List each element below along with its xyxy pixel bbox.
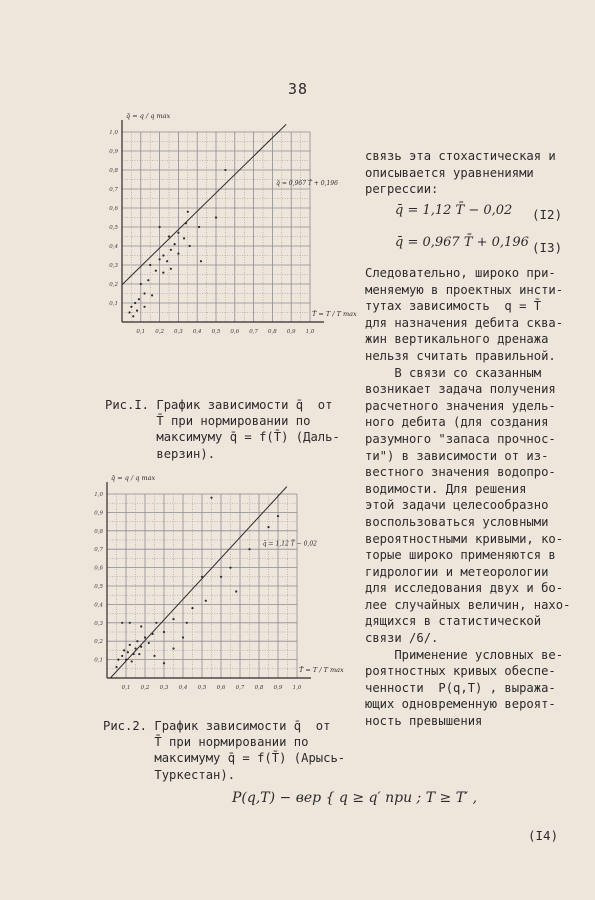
text-line: для назначения дебита сква- [365,315,564,330]
x-tick-label: 0,5 [197,685,207,691]
text-line: Применение условных ве- [365,647,564,662]
text-line: жин вертикального дренажа [365,332,549,347]
data-point [115,666,117,668]
data-point [127,651,129,653]
data-point [132,315,134,317]
page-number: 38 [288,80,309,98]
data-point [159,226,161,228]
data-point [163,662,165,664]
data-point [130,306,132,308]
data-point [215,216,217,218]
y-tick-label: 0,9 [109,149,118,155]
data-point [162,254,164,256]
caption-1-line: верзин). [105,446,216,461]
data-point [163,631,165,633]
equation-12-number: (I2) [532,207,563,222]
data-point [140,283,142,285]
data-point [128,311,130,313]
y-tick-label: 0,1 [109,301,118,307]
data-point [229,567,231,569]
figure-2-caption [103,718,345,783]
text-line: расчетного значения удель- [365,398,556,413]
y-axis-title: q̄ = q / q max [111,474,156,482]
y-tick-label: 0,9 [94,510,103,517]
equation-13: q̄ = 0,967 T̄ + 0,196 [395,235,529,250]
data-point [277,515,279,517]
y-tick-label: 0,7 [109,187,118,193]
data-point [148,642,150,644]
text-line: вероятностными кривыми, ко- [365,531,564,546]
data-point [177,232,179,234]
text-line: тутах зависимость q = T̄ [365,299,542,314]
x-tick-label: 0,6 [216,685,226,691]
equation-12: q̄ = 1,12 T̄ − 0,02 [395,203,513,218]
y-tick-label: 0,3 [94,620,103,627]
data-point [147,279,149,281]
y-tick-label: 0,7 [94,547,103,554]
x-axis-title: T̄ = T / T max [299,666,344,674]
text-line: ющих одновременную вероят- [365,697,556,712]
regression-label: q̄ = 0,967 T̄ + 0,196 [276,180,338,188]
text-line: вестного значения водопро- [365,465,556,480]
equation-13-number: (I3) [532,240,563,255]
data-point [183,237,185,239]
text-line: ти") в зависимости от из- [365,448,549,463]
data-point [170,268,172,270]
data-point [189,245,191,247]
figure-1-caption [105,397,340,462]
data-point [201,576,203,578]
x-tick-label: 0,6 [230,329,240,335]
caption-1-line: T̄ при нормировании по [105,414,311,429]
data-point [224,169,226,171]
x-tick-label: 1,0 [305,329,315,335]
caption-2-line: T̄ при нормировании по [103,735,309,750]
data-point [136,310,138,312]
y-tick-label: 0,6 [94,565,103,572]
equation-14-number: (I4) [528,828,559,843]
data-point [143,306,145,308]
x-tick-label: 0,1 [121,685,131,691]
y-tick-label: 0,3 [109,263,118,269]
text-line: для исследования двух и бо- [365,581,564,596]
text-line: воспользоваться условными [365,514,549,529]
text-line: дящихся в статистической [365,614,542,629]
data-point [134,647,136,649]
x-tick-label: 0,7 [249,329,258,335]
data-point [153,655,155,657]
data-point [170,249,172,251]
text-line: Следовательно, широко при- [365,266,556,280]
data-point [131,660,133,662]
data-point [144,636,146,638]
y-tick-label: 0,8 [109,168,118,174]
y-tick-label: 0,4 [109,244,118,250]
x-tick-label: 0,2 [140,685,150,691]
data-point [151,294,153,296]
y-tick-label: 0,6 [109,206,118,212]
data-point [140,646,142,648]
right-column-body [365,265,570,730]
text-line: регрессии: [365,182,439,197]
text-line: лее случайных величин, нахо- [365,597,571,612]
x-tick-label: 0,5 [211,329,221,335]
y-axis-title: q̄ = q / q max [126,112,171,120]
text-line: ность превышения [365,714,483,729]
data-point [155,622,157,624]
data-point [129,644,131,646]
x-tick-label: 0,8 [268,329,277,335]
data-point [168,235,170,237]
caption-2-line: Туркестан). [103,767,236,782]
text-line: описывается уравнениями [365,165,534,180]
data-point [210,497,212,499]
y-tick-label: 0,5 [109,225,118,231]
data-point [155,270,157,272]
data-point [138,298,140,300]
x-axis-title: T̄ = T / T max [312,310,357,318]
x-tick-label: 0,7 [235,685,245,691]
x-tick-label: 0,4 [192,329,202,335]
data-point [182,636,184,638]
data-point [117,659,119,661]
chart-2 [85,474,345,705]
x-tick-label: 0,2 [155,329,164,335]
data-point [235,590,237,592]
data-point [133,653,135,655]
text-line: гидрологии и метеорологии [365,564,549,579]
right-column-top [365,148,556,198]
y-tick-label: 0,5 [94,584,103,590]
chart-1 [100,112,357,350]
x-tick-label: 0,9 [273,685,283,691]
caption-2-line: Рис.2. График зависимости q̄ от [103,719,331,733]
x-tick-label: 0,8 [254,685,264,691]
data-point [149,264,151,266]
data-point [172,647,174,649]
y-tick-label: 0,2 [109,282,118,288]
text-line: В связи со сказанным [365,365,542,380]
data-point [134,302,136,304]
text-line: ного дебита (для создания [365,415,549,430]
data-point [177,253,179,255]
data-point [248,548,250,550]
data-point [136,640,138,642]
data-point [125,659,127,661]
text-line: связи /6/. [365,631,439,646]
data-point [186,622,188,624]
data-point [140,625,142,627]
text-line: ченности P(q,T) , выража- [365,680,556,695]
y-tick-label: 0,2 [94,639,103,646]
caption-2-line: максимуму q̄ = f(T̄) (Арысь- [103,751,346,766]
x-tick-label: 0,4 [178,685,188,691]
x-tick-label: 0,1 [136,329,146,335]
data-point [220,576,222,578]
x-tick-label: 1,0 [292,685,302,691]
regression-line [122,124,286,284]
data-point [121,655,123,657]
data-point [143,292,145,294]
text-line: роятностных кривых обеспе- [365,664,556,679]
data-point [162,272,164,274]
y-tick-label: 0,8 [94,528,103,535]
text-line: возникает задача получения [365,382,556,397]
x-tick-label: 0,3 [174,329,183,335]
data-point [191,607,193,609]
data-point [200,260,202,262]
y-tick-label: 1,0 [109,130,118,136]
y-tick-label: 0,1 [94,657,103,664]
data-point [152,633,154,635]
x-tick-label: 0,3 [159,685,169,691]
text-line: разумного "запаса прочнос- [365,431,556,446]
data-point [159,258,161,260]
data-point [174,243,176,245]
caption-1-line: Рис.I. График зависимости q̄ от [105,398,333,412]
text-line: нельзя считать правильной. [365,348,556,363]
data-point [205,600,207,602]
y-tick-label: 0,4 [94,602,103,609]
y-tick-label: 1,0 [94,492,103,498]
text-line: меняемую в проектных инсти- [365,282,564,297]
x-tick-label: 0,9 [286,329,296,335]
caption-1-line: максимуму q̄ = f(T̄) (Даль- [105,430,340,445]
text-line: торые широко применяются в [365,548,556,563]
text-line: связь эта стохастическая и [365,149,556,163]
data-point [121,622,123,624]
data-point [123,649,125,651]
data-point [187,211,189,213]
data-point [198,226,200,228]
data-point [172,618,174,620]
data-point [129,622,131,624]
data-point [185,222,187,224]
data-point [166,260,168,262]
regression-line [110,487,286,678]
text-line: водимости. Для решения [365,481,527,496]
data-point [138,653,140,655]
text-line: этой задачи целесообразно [365,498,549,513]
regression-label: q̄ = 1,12 T̄ − 0,02 [262,540,317,548]
equation-14: P(q,T) − вер { q ≥ q′ при ; T ≥ T′ , [232,790,478,806]
data-point [267,526,269,528]
